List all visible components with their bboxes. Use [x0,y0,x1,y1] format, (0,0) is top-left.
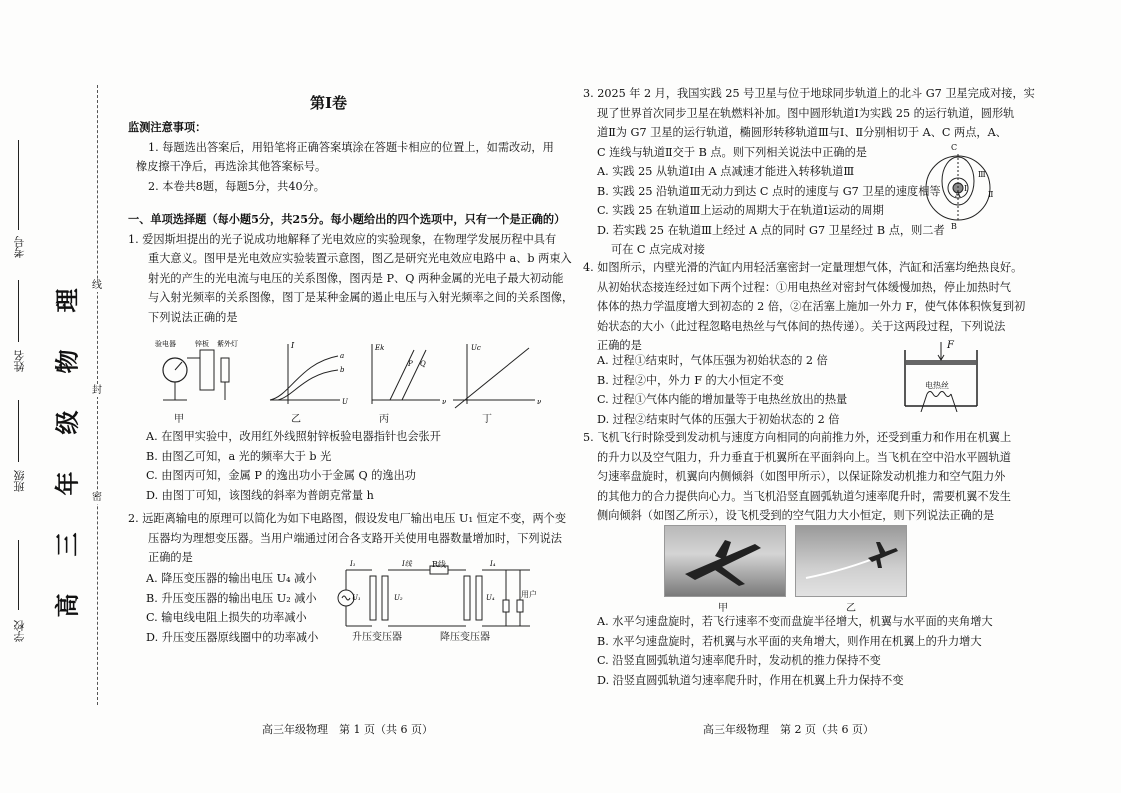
svg-text:Uc: Uc [471,344,481,352]
option-b[interactable]: B. 升压变压器的输出电压 U₂ 减小 [146,591,317,605]
subject-char: 高 [52,593,82,618]
option-d[interactable]: D. 沿竖直圆弧轨道匀速率爬升时，作用在机翼上升力保持不变 [597,673,904,687]
bind-char-xian: 线 [92,280,102,291]
option-a[interactable]: A. 过程①结束时，气体压强为初始状态的 2 倍 [597,354,828,367]
option-d[interactable]: D. 升压变压器原线圈中的功率减小 [146,630,319,644]
question-text: 匀速率盘旋时，机翼向内侧倾斜（如图甲所示），以保证除发动机推力和空气阻力外 [597,470,1006,484]
svg-text:U₄: U₄ [486,594,495,602]
notice-item: 1. 每题选出答案后，用铅笔将正确答案填涂在答题卡相应的位置上，如需改动，用 [148,140,554,154]
field-label-name: 姓名 [13,350,26,372]
force-label: F [947,340,954,351]
svg-text:P: P [408,360,413,368]
q4-options [597,351,847,429]
question-text: 道Ⅱ为 G7 卫星的运行轨道，椭圆形转移轨道Ⅲ与Ⅰ、Ⅱ分别相切于 A、C 两点，A、 [597,126,1007,140]
subject-char: 级 [52,410,82,435]
label-uv-lamp: 紫外灯 [217,340,238,348]
question-text: 5. 飞机飞行时除受到发动机与速度方向相同的向前推力外，还受到重力和作用在机翼上 [583,431,1012,444]
field-label-school: 学校 [13,620,26,642]
q5-options [597,612,993,690]
question-text: 与入射光频率的关系图像，图丁是某种金属的遏止电压与入射光频率之间的关系图像， [148,291,574,305]
question-text: 重大意义。图甲是光电效应实验装置示意图，图乙是研究光电效应电路中 a、b 两束入 [148,252,572,266]
notice-block [128,118,554,196]
heater-label: 电热丝 [925,381,949,390]
question-text: 从初始状态接连经过如下两个过程：①用电热丝对密封气体缓慢加热，停止加热时气 [597,280,1011,294]
step-up-transformer-label: 升压变压器 [352,632,402,643]
figure-label: 丙 [379,414,389,425]
subject-char: 物 [52,349,82,374]
orbit-figure [920,148,1000,228]
question-1 [128,210,573,328]
svg-text:ν: ν [537,398,542,406]
option-b[interactable]: B. 实践 25 沿轨道Ⅲ无动力到达 C 点时的速度与 G7 卫星的速度相等 [597,184,941,198]
svg-text:I: I [291,341,295,350]
question-text: 压器均为理想变压器。当用户端通过闭合各支路开关使用电器数量增加时，下列说法 [148,531,562,545]
footer-page-2: 高三年级物理 第 2 页（共 6 页） [703,723,874,736]
q1-figures [155,338,545,410]
question-text: 4. 如图所示，内壁光滑的汽缸内用轻活塞密封一定量理想气体，汽缸和活塞均绝热良好。 [583,261,1023,274]
question-text: 3. 2025 年 2 月，我国实践 25 号卫星与位于地球同步轨道上的北斗 G7 卫星完成对接，实 [583,87,1035,100]
question-text: C 连线与轨道Ⅱ交于 B 点。则下列相关说法中正确的是 [597,145,867,159]
bind-char-feng: 封 [92,385,102,396]
option-a[interactable]: A. 实践 25 从轨道Ⅰ由 A 点减速才能进入转移轨道Ⅲ [597,165,855,178]
option-c[interactable]: C. 输电线电阻上损失的功率减小 [146,611,307,625]
question-5 [583,428,1011,526]
question-text: 1. 爱因斯坦提出的光子说成功地解释了光电效应的实验现象，在物理学发展历程中具有 [128,232,557,246]
svg-text:b: b [340,366,345,374]
option-b[interactable]: B. 由图乙可知，a 光的频率大于 b 光 [146,449,332,463]
cylinder-figure [897,340,987,412]
field-label-id: 考号 [13,236,26,258]
field-label-class: 班级 [13,470,26,492]
svg-text:I线: I线 [402,560,412,568]
airplane-icon [665,526,785,596]
figure-label: 甲 [174,414,184,425]
subject-char: 三 [52,532,82,557]
svg-text:ν: ν [442,398,447,406]
option-a[interactable]: A. 水平匀速盘旋时，若飞行速率不变而盘旋半径增大，机翼与水平面的夹角增大 [597,615,993,628]
svg-text:U₁: U₁ [352,594,361,602]
apparatus-figure [163,350,229,400]
option-a[interactable]: A. 降压变压器的输出电压 U₄ 减小 [146,572,317,585]
figure-label: 乙 [291,414,301,425]
question-text: 体体的热力学温度增大到初态的 2 倍，②在活塞上施加一外力 F，使气体体积恢复到初 [597,300,1026,314]
subject-char: 年 [52,471,82,496]
airplane-icon [796,526,906,596]
question-text: 始状态的大小（此过程忽略电热丝与气体间的热传递）。关于这两段过程，下列说法 [597,319,1006,333]
photo-label: 乙 [846,603,856,614]
user-label: 用户 [521,590,537,599]
option-b[interactable]: B. 过程②中，外力 F 的大小恒定不变 [597,373,784,387]
notice-item: 2. 本卷共8题，每题5分，共40分。 [148,179,325,193]
field-line-id[interactable] [18,140,19,230]
photo-label: 甲 [718,603,728,614]
svg-text:U: U [342,398,348,406]
svg-text:Q: Q [420,360,426,368]
svg-text:U₂: U₂ [394,594,403,602]
graph-ding [453,344,542,408]
svg-text:I₄: I₄ [490,560,496,568]
svg-text:Ek: Ek [375,344,385,352]
option-c[interactable]: C. 过程①气体内能的增加量等于电热丝放出的热量 [597,393,848,407]
question-text: 下列说法正确的是 [148,310,238,324]
option-d-cont: 可在 C 点完成对接 [611,243,705,257]
part-heading: 一、单项选择题（每小题5分，共25分。每小题给出的四个选项中，只有一个是正确的） [128,212,566,226]
question-text: 射光的产生的光电流与电压的关系图像，图丙是 P、Q 两种金属的光电子最大初动能 [148,271,564,285]
photo-climbing-plane [795,525,907,597]
subject-char: 理 [52,288,82,313]
q1-options [146,427,441,505]
option-d[interactable]: D. 过程②结束时气体的压强大于初始状态的 2 倍 [597,412,840,426]
footer-page-1: 高三年级物理 第 1 页（共 6 页） [262,723,433,736]
orbit-point-label: C [951,143,958,152]
notice-item: 橡皮擦干净后，再选涂其他答案标号。 [136,160,327,174]
label-electroscope: 验电器 [155,340,176,348]
orbit-label: Ⅲ [978,170,986,179]
label-zinc-plate: 锌板 [195,340,209,348]
bind-char-mi: 密 [92,492,102,503]
orbit-point-label: A [955,190,961,199]
figure-label: 丁 [482,414,492,425]
field-line-school[interactable] [18,540,19,610]
photo-banking-plane [664,525,786,597]
option-a[interactable]: A. 在图甲实验中，改用红外线照射锌板验电器指针也会张开 [146,430,441,443]
option-d[interactable]: D. 若实践 25 在轨道Ⅲ上经过 A 点的同时 G7 卫星经过 B 点，则二者 [597,223,945,237]
question-text: 的其他力的合力提供向心力。当飞机沿竖直圆弧轨道匀速率爬升时，需要机翼不发生 [597,489,1011,503]
question-text: 正确的是 [148,551,193,565]
q3-options [597,162,945,260]
question-text: 现了世界首次同步卫星在轨燃料补加。图中圆形轨道Ⅰ为实践 25 的运行轨道，圆形轨 [597,106,1015,120]
question-text: 2. 远距离输电的原理可以简化为如下电路图，假设发电厂输出电压 U₁ 恒定不变，两个变 [128,512,567,525]
question-text: 的升力以及空气阻力，升力垂直于机翼所在平面斜向上。当飞机在空中沿水平圆轨道 [597,450,1011,464]
field-line-class[interactable] [18,400,19,462]
orbit-label: Ⅰ [964,184,968,193]
option-b[interactable]: B. 水平匀速盘旋时，若机翼与水平面的夹角增大，则作用在机翼上的升力增大 [597,634,982,648]
svg-text:a: a [340,352,345,360]
field-line-name[interactable] [18,280,19,342]
notice-heading: 监测注意事项： [128,120,207,134]
line-resistor-label: R线 [432,560,447,569]
graph-yi [270,341,349,406]
section-title: 第Ⅰ卷 [310,94,348,112]
option-c[interactable]: C. 实践 25 在轨道Ⅲ上运动的周期大于在轨道Ⅰ运动的周期 [597,204,884,218]
q2-options [146,569,318,647]
graph-bing [372,344,447,406]
question-text: 正确的是 [597,339,642,353]
question-text: 侧向倾斜（如图乙所示），设飞机受到的空气阻力大小恒定，则下列说法正确的是 [597,509,995,523]
orbit-label: Ⅱ [988,190,994,199]
binding-margin [0,0,100,793]
orbit-point-label: B [951,222,957,231]
svg-text:I₁: I₁ [350,560,356,568]
step-down-transformer-label: 降压变压器 [440,632,490,643]
option-d[interactable]: D. 由图丁可知，该图线的斜率为普朗克常量 h [146,488,374,502]
option-c[interactable]: C. 由图丙可知，金属 P 的逸出功小于金属 Q 的逸出功 [146,469,416,483]
option-c[interactable]: C. 沿竖直圆弧轨道匀速率爬升时，发动机的推力保持不变 [597,654,881,668]
